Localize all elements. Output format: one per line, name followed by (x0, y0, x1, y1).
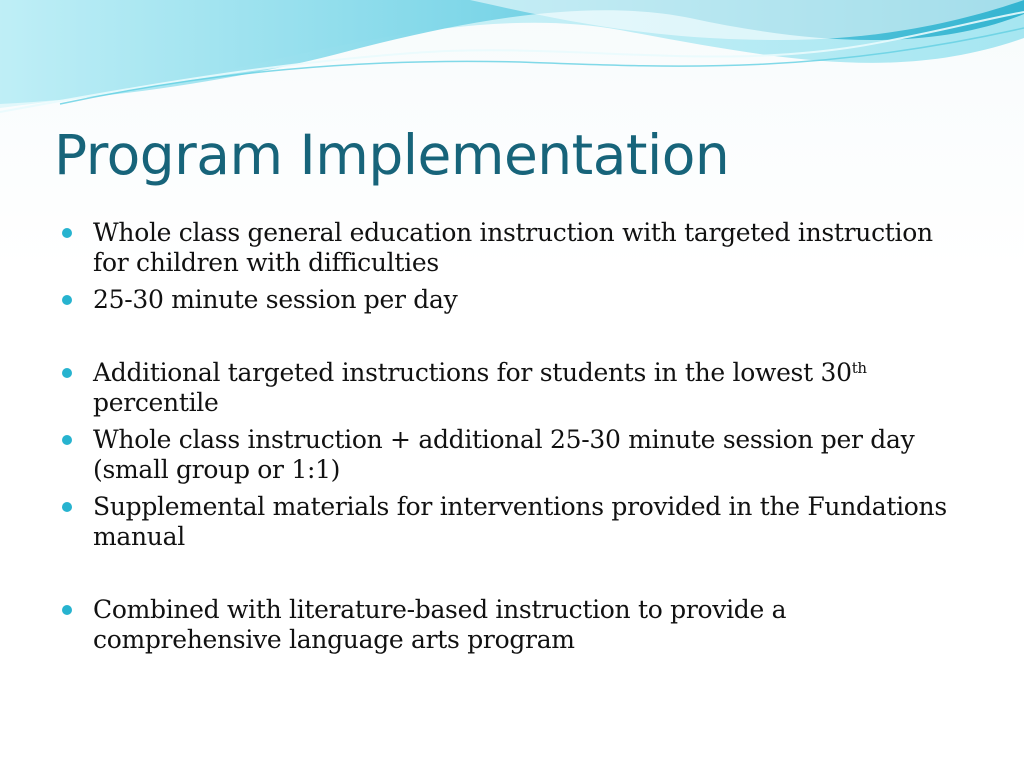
bullet-text: Combined with literature-based instruction to provide a comprehensive language arts program (93, 595, 787, 654)
bullet-dot-icon (62, 228, 72, 238)
bullet-item (62, 285, 962, 315)
bullet-dot-icon (62, 605, 72, 615)
bullet-text-tail: percentile (93, 388, 219, 417)
bullet-dot-icon (62, 502, 72, 512)
bullet-item (62, 358, 962, 418)
bullet-dot-icon (62, 435, 72, 445)
bullet-text: 25-30 minute session per day (93, 285, 458, 314)
slide-title: Program Implementation (54, 123, 730, 187)
bullet-dot-icon (62, 368, 72, 378)
bullet-text-main: Additional targeted instructions for students in the lowest 30 (93, 358, 852, 387)
bullet-item (62, 218, 962, 278)
bullet-dot-icon (62, 295, 72, 305)
bullet-item (62, 425, 962, 485)
bullet-text: Whole class instruction + additional 25-30 minute session per day (small group or 1:1) (93, 425, 915, 484)
bullet-item (62, 595, 962, 655)
bullet-item (62, 492, 962, 552)
bullet-list (62, 218, 962, 655)
superscript-ordinal: th (851, 358, 867, 377)
bullet-text: Whole class general education instruction with targeted instruction for children with difficulties (93, 218, 933, 277)
decorative-wave-banner (0, 0, 1024, 130)
bullet-text: Supplemental materials for interventions provided in the Fundations manual (93, 492, 947, 551)
bullet-text (93, 358, 962, 418)
